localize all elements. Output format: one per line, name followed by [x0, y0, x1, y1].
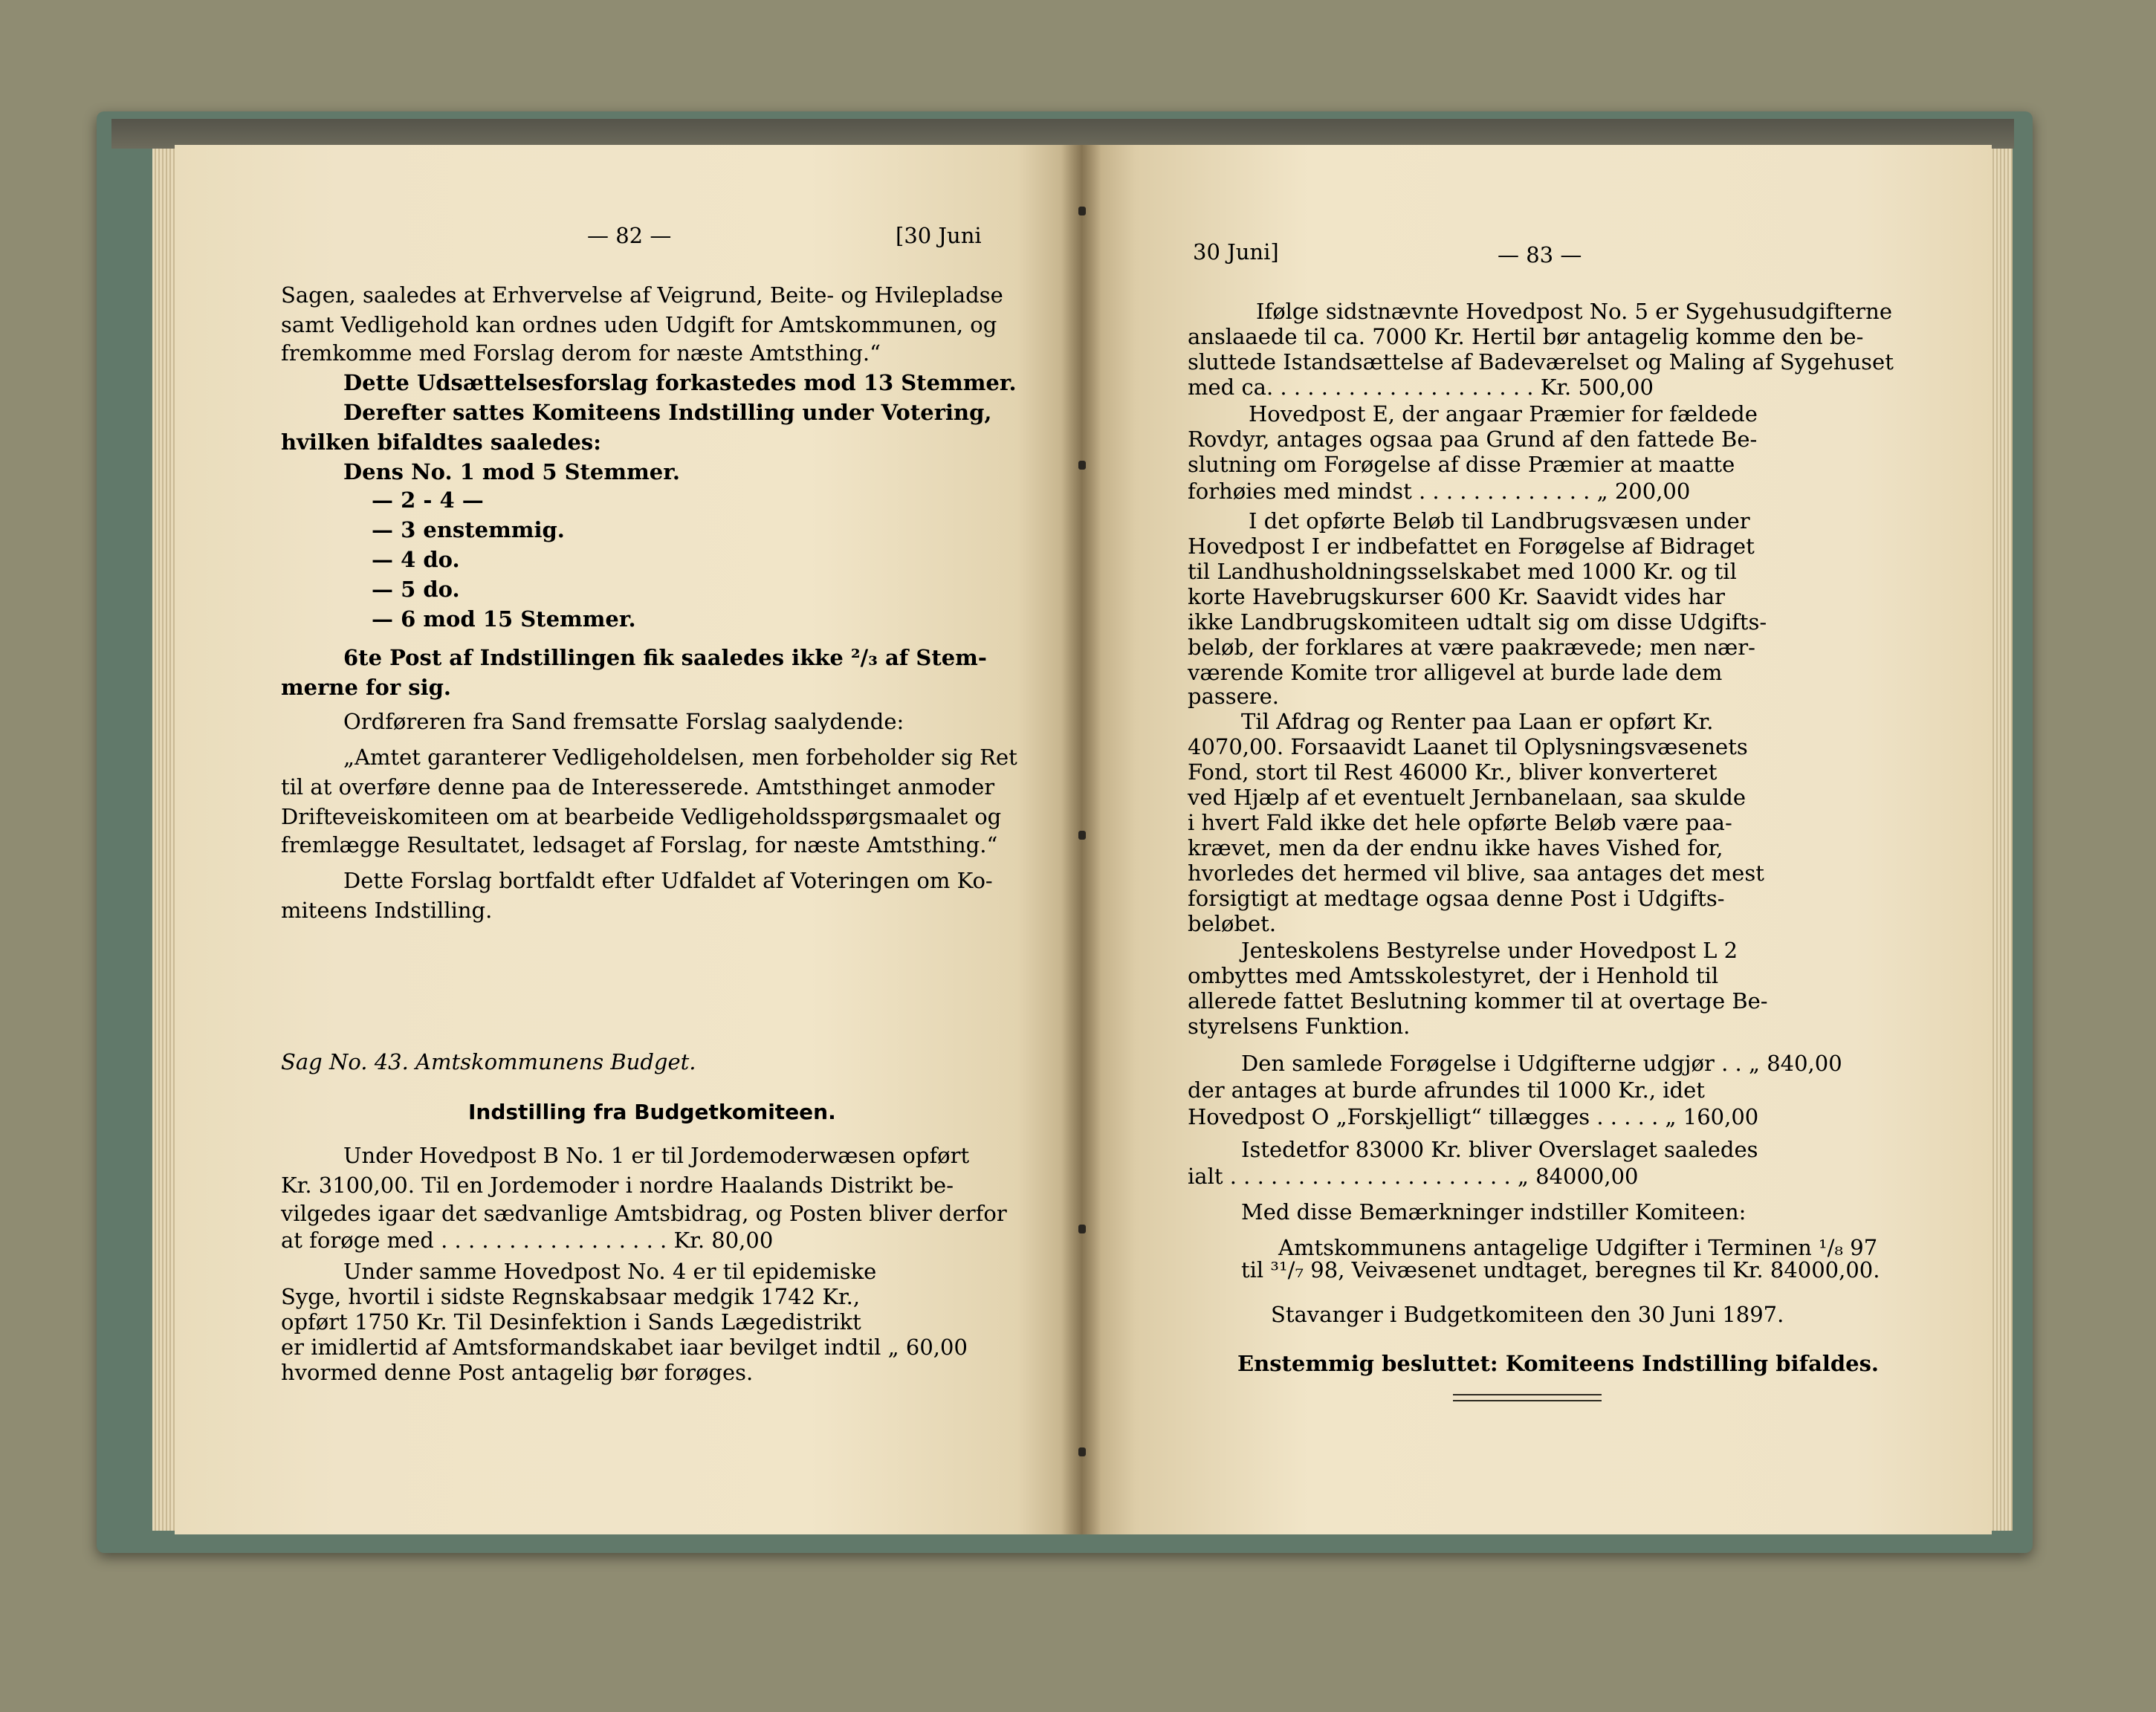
text-line: 6te Post af Indstillingen fik saaledes ikke ²/₃ af Stem-	[343, 645, 987, 670]
text-line: Ifølge sidstnævnte Hovedpost No. 5 er Sygehusudgifterne	[1256, 299, 1893, 324]
text-line: med ca. . . . . . . . . . . . . . . . . . . . Kr. 500,00	[1188, 374, 1654, 400]
left-page-edges	[152, 149, 176, 1531]
text-line: ikke Landbrugskomiteen udtalt sig om disse Udgifts-	[1188, 609, 1767, 635]
text-line: 4070,00. Forsaavidt Laanet til Oplysningsvæsenets	[1188, 734, 1748, 759]
text-line: Til Afdrag og Renter paa Laan er opført Kr.	[1241, 709, 1714, 734]
right-page-number: — 83 —	[1498, 242, 1582, 268]
binding-stitch	[1078, 831, 1086, 840]
signature-line: Stavanger i Budgetkomiteen den 30 Juni 1897.	[1271, 1302, 1784, 1327]
text-line: til Landhusholdningsselskabet med 1000 Kr. og til	[1188, 559, 1737, 584]
text-line: hvilken bifaldtes saaledes:	[281, 429, 601, 455]
text-line: anslaaede til ca. 7000 Kr. Hertil bør antagelig komme den be-	[1188, 324, 1864, 349]
text-line: ombyttes med Amtsskolestyret, der i Henhold til	[1188, 963, 1719, 988]
vote-line: — 2 - 4 —	[372, 487, 484, 513]
text-line: sluttede Istandsættelse af Badeværelset og Maling af Sygehuset	[1188, 349, 1894, 374]
text-line: passere.	[1188, 684, 1280, 709]
vote-line: — 6 mod 15 Stemmer.	[372, 606, 636, 632]
text-line: til ³¹/₇ 98, Veivæsenet undtaget, beregnes til Kr. 84000,00.	[1241, 1257, 1880, 1283]
text-line: forhøies med mindst . . . . . . . . . . . . . „ 200,00	[1188, 479, 1691, 504]
right-header-date: 30 Juni]	[1193, 239, 1279, 265]
vote-line: — 3 enstemmig.	[372, 517, 565, 542]
resolution-line: Enstemmig besluttet: Komiteens Indstilling bifaldes.	[1237, 1351, 1880, 1376]
text-line: miteens Indstilling.	[281, 898, 493, 923]
text-line: merne for sig.	[281, 675, 451, 700]
binding-stitch	[1078, 1447, 1086, 1456]
text-line: i hvert Fald ikke det hele opførte Beløb være paa-	[1188, 810, 1732, 835]
budget-line: er imidlertid af Amtsformandskabet iaar bevilget indtil „ 60,00	[281, 1335, 968, 1360]
budget-line: Syge, hvortil i sidste Regnskabsaar medgik 1742 Kr.,	[281, 1284, 861, 1309]
budget-line: Under samme Hovedpost No. 4 er til epidemiske	[343, 1259, 877, 1284]
case-heading: Sag No. 43. Amtskommunens Budget.	[281, 1049, 696, 1074]
text-line: „Amtet garanterer Vedligeholdelsen, men forbeholder sig Ret	[343, 745, 1017, 770]
binding-stitch	[1078, 207, 1086, 215]
left-header-date: [30 Juni	[896, 223, 982, 248]
binding-stitch	[1078, 1225, 1086, 1233]
left-page-number: — 82 —	[587, 223, 672, 248]
text-line: Sagen, saaledes at Erhvervelse af Veigrund, Beite- og Hvilepladse	[281, 282, 1003, 308]
text-line: styrelsens Funktion.	[1188, 1014, 1411, 1039]
text-line: hvorledes det hermed vil blive, saa antages det mest	[1188, 860, 1764, 886]
text-line: Dette Udsættelsesforslag forkastedes mod 13 Stemmer.	[343, 370, 1017, 395]
text-line: Amtskommunens antagelige Udgifter i Terminen ¹/₈ 97	[1278, 1235, 1878, 1260]
closing-rule	[1453, 1394, 1602, 1395]
book-gutter	[1061, 145, 1101, 1534]
text-line: ved Hjælp af et eventuelt Jernbanelaan, saa skulde	[1188, 785, 1747, 810]
text-line: ialt . . . . . . . . . . . . . . . . . . . . . „ 84000,00	[1188, 1164, 1639, 1189]
book-spine-top	[111, 119, 2014, 149]
text-line: Derefter sattes Komiteens Indstilling under Votering,	[343, 400, 992, 425]
text-line: Istedetfor 83000 Kr. bliver Overslaget saaledes	[1241, 1137, 1758, 1162]
text-line: forsigtigt at medtage ogsaa denne Post i Udgifts-	[1188, 886, 1725, 911]
text-line: krævet, men da der endnu ikke haves Vished for,	[1188, 835, 1723, 860]
vote-line: — 4 do.	[372, 547, 460, 572]
right-page-edges	[1990, 149, 2013, 1531]
text-line: Med disse Bemærkninger indstiller Komiteen:	[1241, 1199, 1747, 1225]
budget-line: Under Hovedpost B No. 1 er til Jordemoderwæsen opført	[343, 1143, 970, 1168]
text-line: Hovedpost O „Forskjelligt“ tillægges . . . . . „ 160,00	[1188, 1104, 1759, 1129]
text-line: beløb, der forklares at være paakrævede; men nær-	[1188, 635, 1755, 660]
text-line: allerede fattet Beslutning kommer til at overtage Be-	[1188, 988, 1768, 1014]
text-line: Jenteskolens Bestyrelse under Hovedpost L 2	[1241, 938, 1738, 963]
text-line: beløbet.	[1188, 911, 1277, 936]
text-line: samt Vedligehold kan ordnes uden Udgift for Amtskommunen, og	[281, 312, 997, 337]
vote-line: Dens No. 1 mod 5 Stemmer.	[343, 459, 680, 484]
text-line: værende Komite tror alligevel at burde lade dem	[1188, 660, 1723, 685]
text-line: Ordføreren fra Sand fremsatte Forslag saalydende:	[343, 709, 904, 734]
budget-line: opført 1750 Kr. Til Desinfektion i Sands Lægedistrikt	[281, 1309, 861, 1335]
section-heading: Indstilling fra Budgetkomiteen.	[468, 1100, 836, 1124]
text-line: fremkomme med Forslag derom for næste Amtsthing.“	[281, 340, 881, 366]
text-line: der antages at burde afrundes til 1000 Kr., idet	[1188, 1077, 1705, 1103]
budget-line: hvormed denne Post antagelig bør forøges.	[281, 1360, 754, 1385]
vote-line: — 5 do.	[372, 577, 460, 602]
closing-rule	[1453, 1400, 1602, 1401]
text-line: til at overføre denne paa de Interesserede. Amtsthinget anmoder	[281, 774, 995, 800]
binding-stitch	[1078, 461, 1086, 470]
text-line: Den samlede Forøgelse i Udgifterne udgjør . . „ 840,00	[1241, 1051, 1842, 1076]
text-line: Hovedpost E, der angaar Præmier for fældede	[1249, 401, 1758, 427]
text-line: I det opførte Beløb til Landbrugsvæsen under	[1249, 508, 1750, 534]
text-line: Rovdyr, antages ogsaa paa Grund af den fattede Be-	[1188, 427, 1758, 452]
budget-line: Kr. 3100,00. Til en Jordemoder i nordre Haalands Distrikt be-	[281, 1173, 954, 1198]
text-line: fremlægge Resultatet, ledsaget af Forslag, for næste Amtsthing.“	[281, 832, 998, 857]
budget-line: at forøge med . . . . . . . . . . . . . . . . . Kr. 80,00	[281, 1228, 774, 1253]
budget-line: vilgedes igaar det sædvanlige Amtsbidrag, og Posten bliver derfor	[281, 1201, 1007, 1226]
text-line: korte Havebrugskurser 600 Kr. Saavidt vides har	[1188, 584, 1726, 609]
text-line: slutning om Forøgelse af disse Præmier at maatte	[1188, 452, 1735, 477]
text-line: Fond, stort til Rest 46000 Kr., bliver konverteret	[1188, 759, 1718, 785]
text-line: Hovedpost I er indbefattet en Forøgelse af Bidraget	[1188, 534, 1755, 559]
text-line: Dette Forslag bortfaldt efter Udfaldet af Voteringen om Ko-	[343, 868, 993, 893]
text-line: Drifteveiskomiteen om at bearbeide Vedligeholdsspørgsmaalet og	[281, 804, 1002, 829]
